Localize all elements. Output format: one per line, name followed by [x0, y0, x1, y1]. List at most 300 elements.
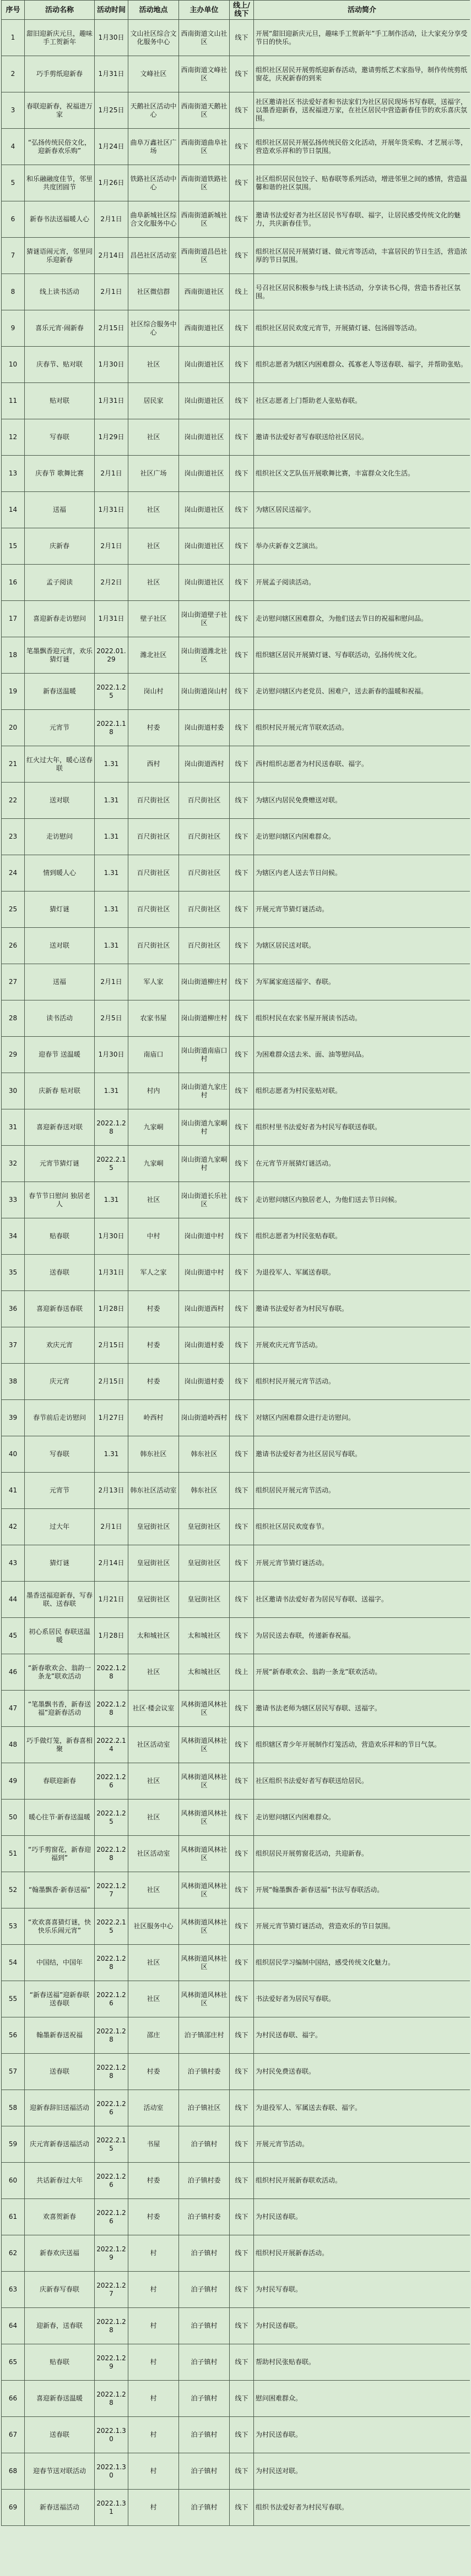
time-cell: 2022.1.26	[95, 2163, 128, 2199]
host-cell: 泊子镇村委	[179, 2054, 230, 2090]
host-cell: 岗山街道村委	[179, 1327, 230, 1364]
place-cell: 村委	[128, 1291, 179, 1327]
place-cell: 皇冠街社区	[128, 1545, 179, 1582]
table-row	[2, 492, 470, 528]
name-cell: 喜乐元宵·闹新春	[25, 310, 95, 347]
no-cell: 36	[2, 1291, 25, 1327]
name-cell: 迎春节送对联活动	[25, 2453, 95, 2490]
time-cell: 2022.1.28	[95, 1836, 128, 1872]
host-cell: 西南街道社区	[179, 274, 230, 310]
time-cell: 1月31日	[95, 601, 128, 637]
name-cell: 新春送福活动	[25, 2490, 95, 2526]
host-cell: 岗山街道壁子社区	[179, 601, 230, 637]
table-row	[2, 2417, 470, 2453]
table-row	[2, 1109, 470, 1146]
table-row	[2, 1654, 470, 1691]
mode-cell: 线下	[230, 1291, 254, 1327]
no-cell: 13	[2, 456, 25, 492]
host-cell: 泊子镇村委	[179, 2163, 230, 2199]
intro-cell: 慰问困难群众。	[254, 2381, 470, 2417]
intro-cell: 走访慰问辖区困难群众，为他们送去节日的祝福和慰问品。	[254, 601, 470, 637]
intro-cell: 书法爱好者为居民写春联。	[254, 1981, 470, 2017]
time-cell: 1.31	[95, 1182, 128, 1218]
time-cell: 2022.1.28	[95, 1109, 128, 1146]
intro-cell: 西村组织志愿者为村民送春联、福字。	[254, 746, 470, 783]
mode-cell: 线下	[230, 2381, 254, 2417]
intro-cell: 开展“新春歌欢会、翁韵一条龙”联欢活动。	[254, 1654, 470, 1691]
name-cell: 元宵节	[25, 1473, 95, 1509]
mode-cell: 线下	[230, 528, 254, 565]
host-cell: 岗山街道社区	[179, 565, 230, 601]
no-cell: 68	[2, 2453, 25, 2490]
mode-cell: 线下	[230, 964, 254, 1000]
host-cell: 风林街道风林社区	[179, 1691, 230, 1727]
mode-cell: 线下	[230, 637, 254, 674]
time-cell: 2022.1.26	[95, 1981, 128, 2017]
mode-cell: 线下	[230, 2090, 254, 2126]
name-cell: 巧手做灯笼，新春喜相聚	[25, 1727, 95, 1763]
name-cell: 庆新春写春联	[25, 2272, 95, 2308]
time-cell: 2022.01.29	[95, 637, 128, 674]
place-cell: 太和城社区	[128, 1618, 179, 1654]
table-row	[2, 2381, 470, 2417]
table-row	[2, 819, 470, 855]
name-cell: 庆新春	[25, 528, 95, 565]
place-cell: 军人家	[128, 964, 179, 1000]
mode-cell: 线下	[230, 1000, 254, 1037]
host-cell: 岗山街道社区	[179, 528, 230, 565]
time-cell: 1月30日	[95, 20, 128, 56]
no-cell: 14	[2, 492, 25, 528]
table-row	[2, 1800, 470, 1836]
mode-cell: 线下	[230, 783, 254, 819]
time-cell: 2月15日	[95, 310, 128, 347]
no-cell: 24	[2, 855, 25, 892]
host-cell: 韩东社区	[179, 1473, 230, 1509]
name-cell: 喜迎新春走访慰问	[25, 601, 95, 637]
no-cell: 47	[2, 1691, 25, 1727]
name-cell: 庆元宵	[25, 1364, 95, 1400]
time-cell: 2022.1.31	[95, 2490, 128, 2526]
intro-cell: 组织居民开展剪窗花活动，共迎新春。	[254, 1836, 470, 1872]
mode-cell: 线下	[230, 238, 254, 274]
table-row	[2, 1582, 470, 1618]
time-cell: 1.31	[95, 746, 128, 783]
no-cell: 40	[2, 1436, 25, 1473]
place-cell: 潍北社区	[128, 637, 179, 674]
host-cell: 岗山街道西村	[179, 746, 230, 783]
host-cell: 岗山街道柳庄村	[179, 1000, 230, 1037]
table-row	[2, 674, 470, 710]
no-cell: 41	[2, 1473, 25, 1509]
table-row	[2, 201, 470, 238]
intro-cell: 组织居民开展元宵节活动。	[254, 1473, 470, 1509]
header-host: 主办单位	[179, 1, 230, 20]
table-row	[2, 383, 470, 419]
host-cell: 岗山街道村委	[179, 710, 230, 746]
name-cell: 新春欢庆送福	[25, 2235, 95, 2272]
table-row	[2, 1763, 470, 1800]
place-cell: 社区活动室	[128, 1727, 179, 1763]
host-cell: 西南街道昌邑社区	[179, 238, 230, 274]
table-row	[2, 1000, 470, 1037]
time-cell: 1月30日	[95, 1037, 128, 1073]
host-cell: 岗山街道潍北社区	[179, 637, 230, 674]
intro-cell: 为军属家庭送福字、春联。	[254, 964, 470, 1000]
time-cell: 1.31	[95, 1073, 128, 1109]
table-row	[2, 165, 470, 201]
no-cell: 3	[2, 92, 25, 129]
table-body	[2, 20, 470, 2526]
host-cell: 太和城社区	[179, 1618, 230, 1654]
name-cell: 新春送温暖	[25, 674, 95, 710]
intro-cell: 走访慰问辖区内困难群众。	[254, 819, 470, 855]
time-cell: 2022.1.28	[95, 2017, 128, 2054]
place-cell: 村	[128, 2308, 179, 2344]
time-cell: 1.31	[95, 819, 128, 855]
intro-cell: 为辖区居民送福字。	[254, 492, 470, 528]
no-cell: 42	[2, 1509, 25, 1545]
mode-cell: 线下	[230, 310, 254, 347]
intro-cell: 组织村民开展新春联欢活动。	[254, 2163, 470, 2199]
mode-cell: 线下	[230, 1473, 254, 1509]
name-cell: 写春联	[25, 419, 95, 456]
no-cell: 52	[2, 1872, 25, 1908]
name-cell: 庆新春 贴对联	[25, 1073, 95, 1109]
intro-cell: 组织社区居民欢度春节。	[254, 1509, 470, 1545]
table-row	[2, 2126, 470, 2163]
host-cell: 岗山街道中村	[179, 1255, 230, 1291]
name-cell: 春节节日慰问 独居老人	[25, 1182, 95, 1218]
place-cell: 百尺街社区	[128, 783, 179, 819]
mode-cell: 线下	[230, 129, 254, 165]
activity-sheet	[1, 0, 470, 2576]
place-cell: 社区活动室	[128, 1836, 179, 1872]
name-cell: 贴春联	[25, 2344, 95, 2381]
name-cell: 庆春节、贴对联	[25, 347, 95, 383]
intro-cell: 开展欢庆元宵节活动。	[254, 1327, 470, 1364]
host-cell: 泊子镇村	[179, 2381, 230, 2417]
host-cell: 泊子镇村	[179, 2417, 230, 2453]
host-cell: 泊子镇村	[179, 2272, 230, 2308]
host-cell: 岗山街道九家峒村	[179, 1146, 230, 1182]
mode-cell: 线下	[230, 2490, 254, 2526]
intro-cell: 邀请书法爱好者为村民写春联。	[254, 1291, 470, 1327]
name-cell: 初心系居民 春联送温暖	[25, 1618, 95, 1654]
host-cell: 泊子镇村	[179, 2490, 230, 2526]
mode-cell: 线下	[230, 1073, 254, 1109]
name-cell: 欢庆元宵	[25, 1327, 95, 1364]
mode-cell: 线下	[230, 492, 254, 528]
name-cell: 红火过大年，暖心送春联	[25, 746, 95, 783]
table-row	[2, 419, 470, 456]
time-cell: 1月30日	[95, 1218, 128, 1255]
intro-cell: 组织村民开展元宵节活动。	[254, 1364, 470, 1400]
no-cell: 53	[2, 1908, 25, 1945]
name-cell: 春联迎新春	[25, 1763, 95, 1800]
intro-cell: 开展元宵节猜灯谜活动。	[254, 1545, 470, 1582]
place-cell: 村	[128, 2490, 179, 2526]
host-cell: 风林街道风林社区	[179, 1872, 230, 1908]
host-cell: 岗山街道村委	[179, 1364, 230, 1400]
mode-cell: 线下	[230, 1727, 254, 1763]
place-cell: 社区	[128, 1872, 179, 1908]
time-cell: 2022.1.28	[95, 2308, 128, 2344]
host-cell: 岗山街道九家峒村	[179, 1109, 230, 1146]
table-row	[2, 1545, 470, 1582]
name-cell: 和乐融融度佳节，邻里共度团圆节	[25, 165, 95, 201]
host-cell: 泊子镇村	[179, 2453, 230, 2490]
name-cell: 送春联	[25, 2054, 95, 2090]
no-cell: 28	[2, 1000, 25, 1037]
header-place: 活动地点	[128, 1, 179, 20]
no-cell: 63	[2, 2272, 25, 2308]
intro-cell: 开展“翰墨飘香·新春送福”书法写春联活动。	[254, 1872, 470, 1908]
no-cell: 58	[2, 2090, 25, 2126]
host-cell: 西南街道文山社区	[179, 20, 230, 56]
place-cell: 村委	[128, 2163, 179, 2199]
mode-cell: 线下	[230, 2417, 254, 2453]
place-cell: 九家峒	[128, 1146, 179, 1182]
intro-cell: 为辖区内老人送去节日问候。	[254, 855, 470, 892]
name-cell: 巧手剪纸迎新春	[25, 56, 95, 92]
name-cell: “巧手剪窗花，新春迎福到”	[25, 1836, 95, 1872]
mode-cell: 线上	[230, 274, 254, 310]
time-cell: 2月1日	[95, 528, 128, 565]
intro-cell: 帮助村民张贴春联。	[254, 2344, 470, 2381]
intro-cell: 为辖区居民送对联。	[254, 928, 470, 964]
header-intro: 活动简介	[254, 1, 470, 20]
table-row	[2, 129, 470, 165]
time-cell: 2022.1.28	[95, 1691, 128, 1727]
name-cell: 孟子阅读	[25, 565, 95, 601]
no-cell: 54	[2, 1945, 25, 1981]
time-cell: 1月31日	[95, 56, 128, 92]
no-cell: 67	[2, 2417, 25, 2453]
no-cell: 27	[2, 964, 25, 1000]
mode-cell: 线下	[230, 1109, 254, 1146]
place-cell: 社区	[128, 492, 179, 528]
name-cell: 送福	[25, 964, 95, 1000]
place-cell: 昌邑社区活动室	[128, 238, 179, 274]
table-row	[2, 1327, 470, 1364]
intro-cell: 社区志愿者上门帮助老人张贴春联。	[254, 383, 470, 419]
time-cell: 2022.1.25	[95, 674, 128, 710]
host-cell: 西南街道社区	[179, 310, 230, 347]
host-cell: 泊子镇村	[179, 2344, 230, 2381]
place-cell: 铁路社区活动中心	[128, 165, 179, 201]
table-row	[2, 783, 470, 819]
host-cell: 泊子镇邵庄村	[179, 2017, 230, 2054]
name-cell: 中国结，中国年	[25, 1945, 95, 1981]
table-row	[2, 1182, 470, 1218]
no-cell: 7	[2, 238, 25, 274]
mode-cell: 线下	[230, 2308, 254, 2344]
table-row	[2, 601, 470, 637]
mode-cell: 线下	[230, 710, 254, 746]
place-cell: 社区	[128, 1182, 179, 1218]
place-cell: 村	[128, 2235, 179, 2272]
no-cell: 48	[2, 1727, 25, 1763]
host-cell: 西南街道新城社区	[179, 201, 230, 238]
table-row	[2, 565, 470, 601]
time-cell: 2022.1.26	[95, 2090, 128, 2126]
intro-cell: 为辖区内居民免费赠送对联。	[254, 783, 470, 819]
place-cell: 社区	[128, 419, 179, 456]
place-cell: 村	[128, 2453, 179, 2490]
time-cell: 1月31日	[95, 492, 128, 528]
host-cell: 岗山街道岭西村	[179, 1400, 230, 1436]
table-row	[2, 1836, 470, 1872]
no-cell: 64	[2, 2308, 25, 2344]
host-cell: 岗山街道南庙口村	[179, 1037, 230, 1073]
table-row	[2, 1727, 470, 1763]
name-cell: 翰墨新春送祝福	[25, 2017, 95, 2054]
no-cell: 15	[2, 528, 25, 565]
name-cell: 贴春联	[25, 1218, 95, 1255]
time-cell: 2022.1.29	[95, 2344, 128, 2381]
mode-cell: 线下	[230, 347, 254, 383]
table-row	[2, 1908, 470, 1945]
place-cell: 书屋	[128, 2126, 179, 2163]
no-cell: 51	[2, 1836, 25, 1872]
time-cell: 2月1日	[95, 274, 128, 310]
mode-cell: 线下	[230, 565, 254, 601]
no-cell: 6	[2, 201, 25, 238]
place-cell: 社区服务中心	[128, 1908, 179, 1945]
intro-cell: 开展“甜旧迎新庆元旦，趣味手工贺新年”手工制作活动，让大家充分享受节日的快乐。	[254, 20, 470, 56]
table-row	[2, 964, 470, 1000]
name-cell: 暖心往节·新春送温暖	[25, 1800, 95, 1836]
time-cell: 2022.1.27	[95, 1872, 128, 1908]
mode-cell: 线下	[230, 1800, 254, 1836]
intro-cell: 为退役军人、军属送春联。	[254, 1255, 470, 1291]
host-cell: 风林街道风林社区	[179, 1908, 230, 1945]
time-cell: 2月2日	[95, 565, 128, 601]
no-cell: 20	[2, 710, 25, 746]
mode-cell: 线下	[230, 1218, 254, 1255]
no-cell: 4	[2, 129, 25, 165]
time-cell: 2022.1.30	[95, 2453, 128, 2490]
time-cell: 2022.1.18	[95, 710, 128, 746]
time-cell: 2月15日	[95, 1327, 128, 1364]
no-cell: 57	[2, 2054, 25, 2090]
mode-cell: 线下	[230, 819, 254, 855]
table-row	[2, 1291, 470, 1327]
host-cell: 百尺街社区	[179, 783, 230, 819]
no-cell: 46	[2, 1654, 25, 1691]
intro-cell: 举办庆新春文艺演出。	[254, 528, 470, 565]
table-row	[2, 1981, 470, 2017]
intro-cell: 组织村民开展新春活动。	[254, 2235, 470, 2272]
host-cell: 皇冠街社区	[179, 1582, 230, 1618]
table-row	[2, 746, 470, 783]
mode-cell: 线下	[230, 892, 254, 928]
name-cell: 送春联	[25, 1255, 95, 1291]
no-cell: 37	[2, 1327, 25, 1364]
no-cell: 55	[2, 1981, 25, 2017]
host-cell: 岗山街道中村	[179, 1218, 230, 1255]
host-cell: 泊子镇社区	[179, 2090, 230, 2126]
table-row	[2, 2308, 470, 2344]
time-cell: 1.31	[95, 1436, 128, 1473]
time-cell: 1月31日	[95, 383, 128, 419]
table-row	[2, 892, 470, 928]
intro-cell: 组织村里书法爱好者为村民写春联送春联。	[254, 1109, 470, 1146]
intro-cell: 组织村民开展元宵节联欢活动。	[254, 710, 470, 746]
table-row	[2, 56, 470, 92]
place-cell: 村	[128, 2417, 179, 2453]
place-cell: 壁子社区	[128, 601, 179, 637]
table-row	[2, 1146, 470, 1182]
place-cell: 社区综合服务中心	[128, 310, 179, 347]
table-row	[2, 1073, 470, 1109]
intro-cell: 为村民写春联。	[254, 2272, 470, 2308]
place-cell: 村委	[128, 710, 179, 746]
time-cell: 1月28日	[95, 1618, 128, 1654]
place-cell: 军人之家	[128, 1255, 179, 1291]
time-cell: 2月1日	[95, 1509, 128, 1545]
header-no: 序号	[2, 1, 25, 20]
no-cell: 11	[2, 383, 25, 419]
mode-cell: 线下	[230, 20, 254, 56]
intro-cell: 开展元宵节猜灯谜活动。	[254, 892, 470, 928]
table-row	[2, 2017, 470, 2054]
table-row	[2, 528, 470, 565]
place-cell: 村	[128, 2344, 179, 2381]
host-cell: 风林街道风林社区	[179, 1800, 230, 1836]
mode-cell: 线下	[230, 56, 254, 92]
time-cell: 2022.1.26	[95, 2199, 128, 2235]
place-cell: 社区	[128, 1981, 179, 2017]
mode-cell: 线下	[230, 1182, 254, 1218]
host-cell: 皇冠街社区	[179, 1545, 230, 1582]
place-cell: 社区微信群	[128, 274, 179, 310]
host-cell: 岗山街道西村	[179, 1291, 230, 1327]
host-cell: 泊子镇村	[179, 2235, 230, 2272]
host-cell: 西南街道文峰社区	[179, 56, 230, 92]
name-cell: 过大年	[25, 1509, 95, 1545]
no-cell: 60	[2, 2163, 25, 2199]
mode-cell: 线下	[230, 1981, 254, 2017]
intro-cell: 社区邀请书法爱好者为居民写春联、送福字。	[254, 1582, 470, 1618]
table-header-row	[2, 1, 470, 20]
intro-cell: 为村民送春联、福字。	[254, 2017, 470, 2054]
time-cell: 2022.1.25	[95, 1800, 128, 1836]
intro-cell: 组织志愿者为村民张贴对联。	[254, 1073, 470, 1109]
mode-cell: 线下	[230, 383, 254, 419]
table-row	[2, 2163, 470, 2199]
intro-cell: 为困难群众送去米、面、油等慰问品。	[254, 1037, 470, 1073]
time-cell: 2022.1.29	[95, 2235, 128, 2272]
mode-cell: 线下	[230, 2017, 254, 2054]
time-cell: 2022.1.28	[95, 1945, 128, 1981]
place-cell: 百尺街社区	[128, 928, 179, 964]
name-cell: 读书活动	[25, 1000, 95, 1037]
mode-cell: 线下	[230, 1146, 254, 1182]
place-cell: 居民家	[128, 383, 179, 419]
mode-cell: 线上	[230, 1654, 254, 1691]
host-cell: 风林街道风林社区	[179, 1981, 230, 2017]
mode-cell: 线下	[230, 2163, 254, 2199]
intro-cell: 为退役军人、军属送去春联、福字。	[254, 2090, 470, 2126]
time-cell: 1.31	[95, 892, 128, 928]
table-row	[2, 310, 470, 347]
intro-cell: 号召社区居民积极参与线上读书活动，分享读书心得，营造书香社区氛围。	[254, 274, 470, 310]
time-cell: 1月31日	[95, 1255, 128, 1291]
mode-cell: 线下	[230, 2272, 254, 2308]
no-cell: 17	[2, 601, 25, 637]
